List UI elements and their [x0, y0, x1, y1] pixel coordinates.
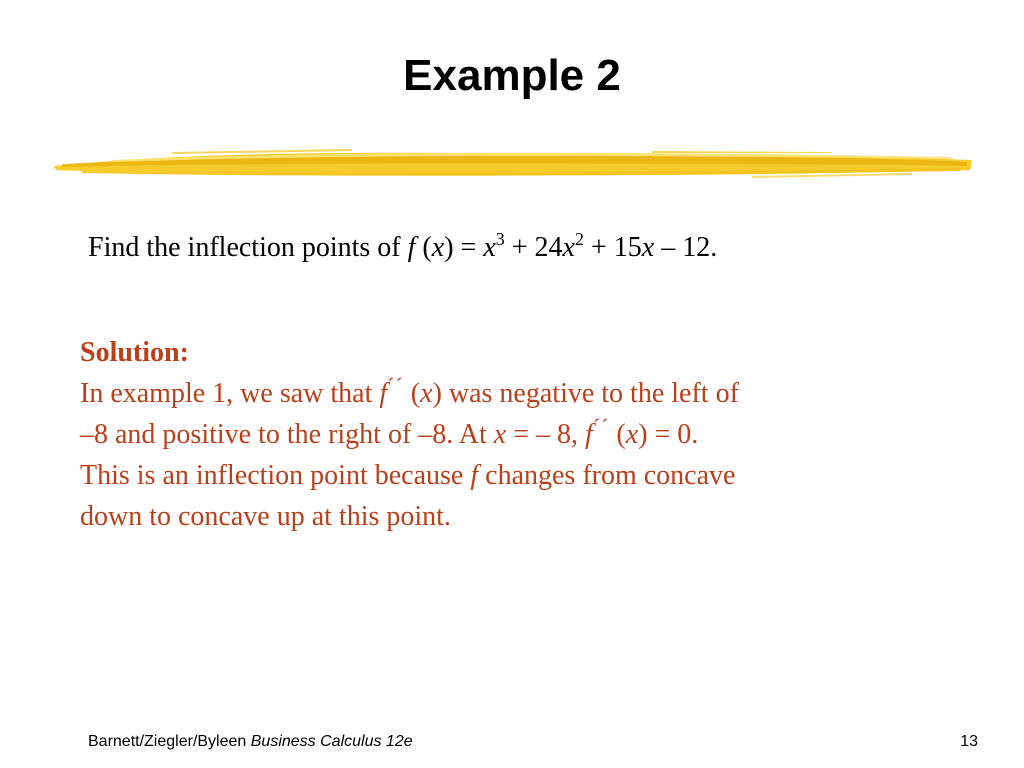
- function-f: f: [379, 378, 388, 409]
- term-24: + 24: [504, 232, 563, 263]
- solution-line-1: [80, 373, 940, 414]
- solution-text: changes from concave: [478, 460, 736, 491]
- solution-line-2: [80, 414, 940, 455]
- yellow-brush-stroke: [52, 140, 974, 186]
- variable-x: x: [625, 419, 639, 450]
- footer-authors: Barnett/Ziegler/Byleen: [88, 733, 251, 750]
- solution-text: –8 and positive to the right of –8. At: [80, 419, 494, 450]
- paren-open: (: [609, 419, 626, 450]
- exponent-2: 2: [574, 229, 584, 249]
- paren-open: (: [403, 378, 421, 409]
- double-prime: ´´: [387, 373, 404, 398]
- equals: ) =: [444, 232, 484, 263]
- term-constant: – 12.: [654, 232, 718, 263]
- page-number: 13: [960, 733, 978, 750]
- problem-prefix: Find the inflection points of: [88, 232, 408, 263]
- term-x-cubed: x: [483, 232, 496, 263]
- solution-heading: Solution:: [80, 337, 189, 368]
- term-15: + 15: [583, 232, 642, 263]
- solution-text: ) was negative to the left of: [432, 378, 739, 409]
- slide-title: Example 2: [403, 51, 621, 100]
- term-x-linear: x: [641, 232, 655, 263]
- term-x-squared: x: [562, 232, 575, 263]
- variable-x: x: [431, 232, 445, 263]
- paren-open: (: [415, 232, 432, 263]
- solution-text: = – 8,: [506, 419, 585, 450]
- footer-book-title: Business Calculus 12e: [250, 733, 413, 750]
- solution-block: [80, 332, 940, 537]
- function-f: f: [407, 232, 416, 263]
- solution-line-3: [80, 455, 940, 496]
- solution-line-4: down to concave up at this point.: [80, 501, 451, 532]
- solution-text: This is an inflection point because: [80, 460, 471, 491]
- exponent-3: 3: [495, 229, 505, 249]
- solution-text: ) = 0.: [638, 419, 699, 450]
- problem-statement: [88, 228, 717, 268]
- function-f: f: [584, 419, 593, 450]
- variable-x: x: [420, 378, 433, 409]
- function-f: f: [470, 460, 479, 491]
- solution-text: In example 1, we saw that: [80, 378, 380, 409]
- double-prime: ´´: [592, 414, 610, 439]
- footer-citation: [88, 733, 413, 751]
- variable-x: x: [493, 419, 507, 450]
